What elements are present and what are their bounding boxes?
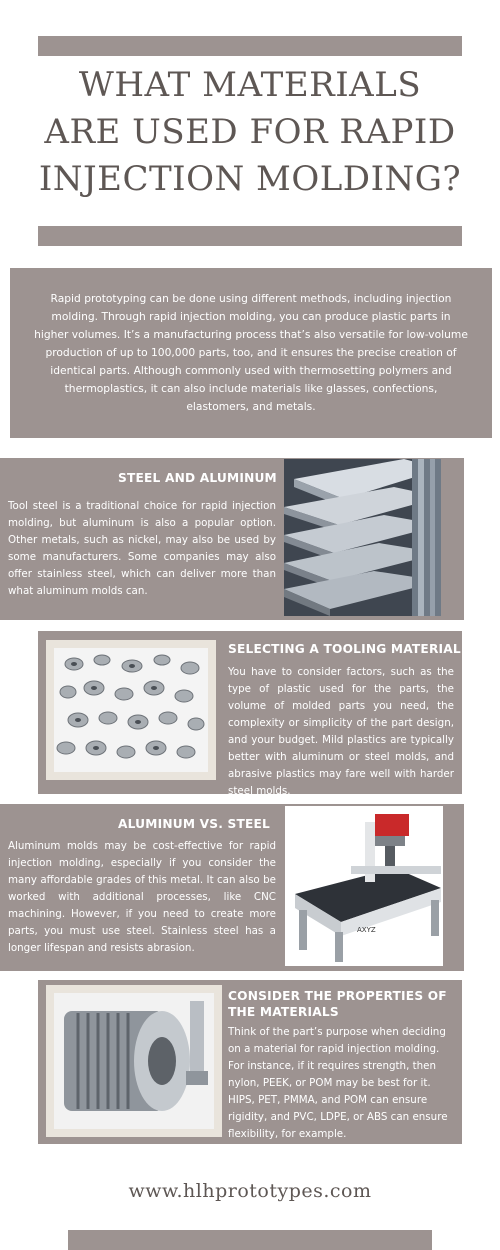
- page-title: [20, 62, 480, 203]
- section-title: SELECTING A TOOLING MATERIAL: [228, 642, 461, 656]
- photo-frame-machined-part: [46, 985, 222, 1137]
- cnc-brand-label: AXYZ: [357, 926, 376, 934]
- section-body: You have to consider factors, such as the type of plastic used for the parts, the volume of molded parts you need, the complexity or simplicity of the part design, and your budget. Mild plastics are typically better with aluminum or steel molds, and abrasive plastics may fare well with harder steel molds.: [228, 666, 454, 797]
- section-title: ALUMINUM VS. STEEL: [118, 817, 270, 831]
- bottom-bar: [68, 1230, 432, 1250]
- photo-metal-fittings: [54, 648, 208, 772]
- title-line-1: WHAT MATERIALS: [78, 65, 422, 105]
- section-body: Tool steel is a traditional choice for rapid injection molding, but aluminum is also a popular option. Other metals, such as nickel, may also be used by some manufacturers. Some companies may also offer stainless steel, which can deliver more than what aluminum molds can.: [8, 500, 276, 597]
- website-url[interactable]: www.hlhprototypes.com: [128, 1180, 372, 1202]
- intro-panel: [10, 268, 492, 438]
- photo-machined-part: [54, 993, 214, 1129]
- title-line-2: ARE USED FOR RAPID: [44, 112, 456, 152]
- title-bottom-bar: [38, 226, 462, 246]
- top-bar: [38, 36, 462, 56]
- photo-aluminum-plates: [284, 459, 441, 616]
- title-line-3: INJECTION MOLDING?: [38, 159, 462, 199]
- photo-cnc-machine: [285, 806, 443, 966]
- intro-text: Rapid prototyping can be done using different methods, including injection molding. Through rapid injection molding, you can produce plastic parts in higher volumes. It’s a manufacturing process that’s also versatile for low-volume production of up to 100,000 parts, too, and it ensures the precise creation of identical parts. Although commonly used with thermosetting polymers and thermoplastics, it can also include materials like glasses, confections, elastomers, and metals.: [34, 292, 468, 413]
- photo-frame-fittings: [46, 640, 216, 780]
- section-title: STEEL AND ALUMINUM: [118, 471, 277, 485]
- section-title: CONSIDER THE PROPERTIES OF THE MATERIALS: [228, 989, 447, 1019]
- section-body: Aluminum molds may be cost-effective for rapid injection molding, especially if you consider the many affordable grades of this metal. It can also be worked with additional processes, like CNC machining. However, if you need to create more parts, you must use steel. Stainless steel has a longer lifespan and resists abrasion.: [8, 840, 276, 954]
- section-body: Think of the part’s purpose when deciding on a material for rapid injection molding. For instance, if it requires strength, then nylon, PEEK, or POM may be best for it. HIPS, PET, PMMA, and POM can ensure rigidity, and PVC, LDPE, or ABS can ensure flexibility, for example.: [228, 1026, 448, 1140]
